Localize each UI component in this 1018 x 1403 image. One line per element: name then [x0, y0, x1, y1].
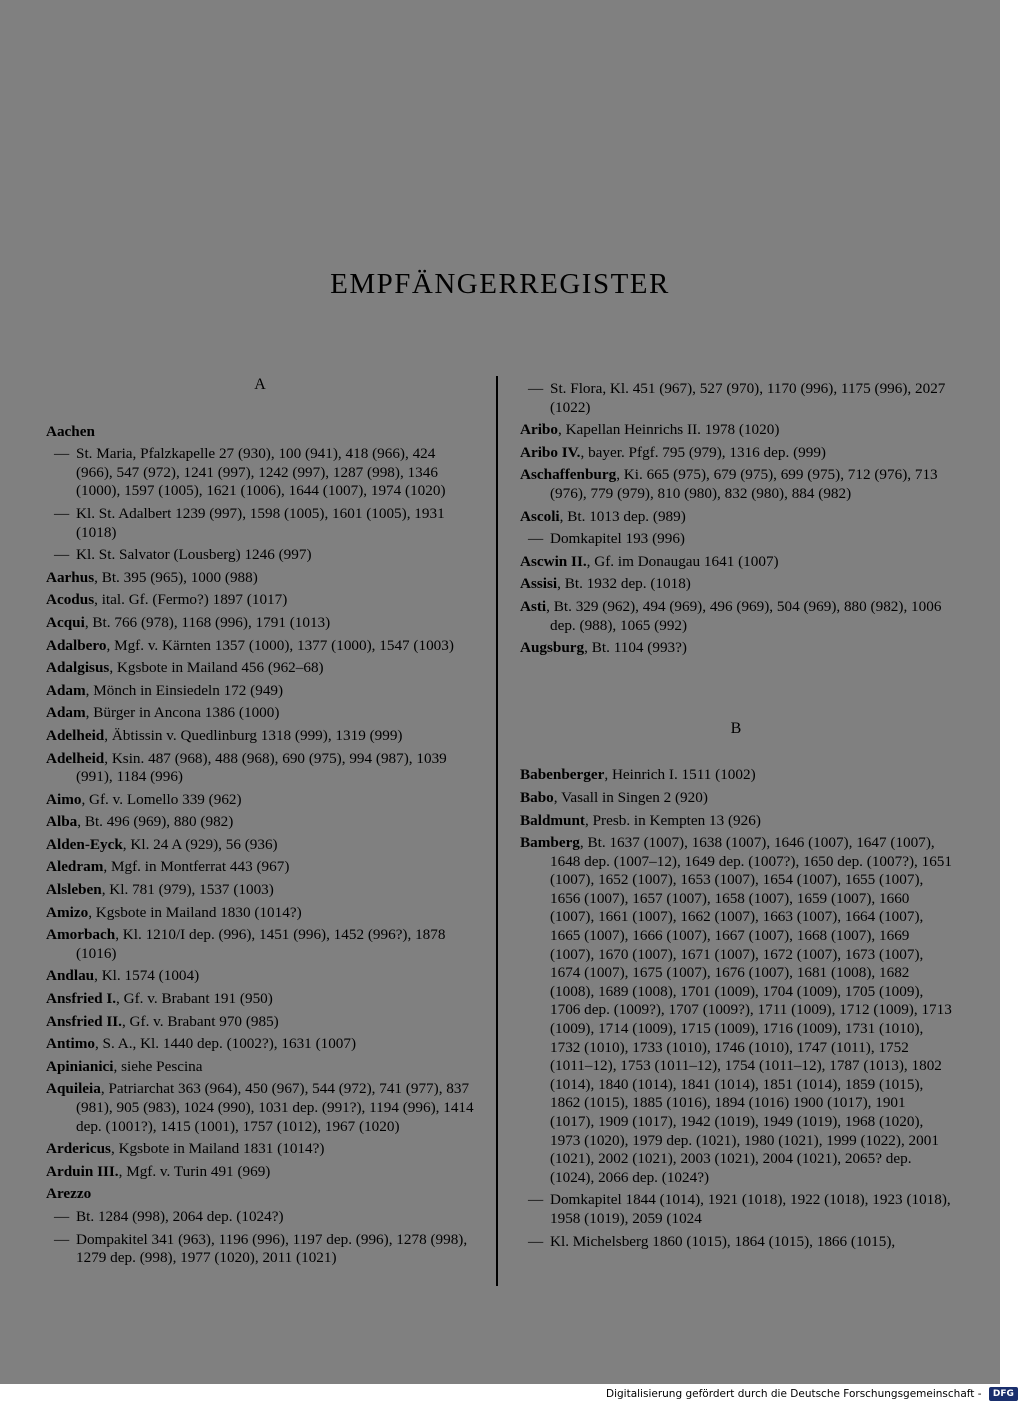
index-entry — [520, 834, 952, 1187]
entry-name: Andlau — [46, 967, 95, 985]
entry-name: Aquileia — [46, 1080, 101, 1098]
subentry-dash: — — [54, 504, 70, 522]
entry-text: Kl. St. Adalbert 1239 (997), 1598 (1005), 1601 (1005), 1931 (1018) — [76, 504, 445, 541]
entry-name: Arduin III. — [46, 1162, 119, 1180]
index-entry — [520, 444, 952, 463]
section-gap — [520, 662, 952, 720]
entry-text: , Bt. 1637 (1007), 1638 (1007), 1646 (1007), 1647 (1007), 1648 dep. (1007–12), 1649 dep. (1007?), 1650 dep. (1007?), 1651 (1007), 1652 (1007), 1653 (1007), 1654 (1007), 1655 (1007), 1656 (1007), 1657 (1007), 1658 (1007), 1659 (1007), 1660 (1007), 1661 (1007), 1662 (1007), 1663 (1007), 1664 (1007), 1665 (1007), 1666 (1007), 1667 (1007), 1668 (1007), 1669 (1007), 1670 (1007), 1671 (1007), 1672 (1007), 1673 (1007), 1674 (1007), 1675 (1007), 1676 (1007), 1681 (1008), 1682 (1008), 1689 (1008), 1701 (1009), 1704 (1009), 1705 (1009), 1706 dep. (1009?), 1707 (1009?), 1711 (1009), 1712 (1009), 1713 (1009), 1714 (1009), 1715 (1009), 1716 (1009), 1731 (1010), 1732 (1010), 1733 (1010), 1746 (1010), 1747 (1011), 1752 (1011–12), 1753 (1011–12), 1754 (1011–12), 1787 (1013), 1802 (1014), 1840 (1014), 1841 (1014), 1851 (1014), 1859 (1015), 1862 (1015), 1885 (1016), 1894 (1016) 1900 (1017), 1901 (1017), 1909 (1017), 1942 (1019), 1949 (1019), 1968 (1020), 1973 (1020), 1979 dep. (1021), 1980 (1021), 1999 (1022), 2001 (1021), 2002 (1021), 2003 (1021), 2004 (1021), 2065? dep. (1024), 2066 dep. (1024?) — [550, 834, 952, 1186]
entry-text: , Ki. 665 (975), 679 (975), 699 (975), 712 (976), 713 (976), 779 (979), 810 (980), 832 (980), 884 (982) — [550, 466, 938, 502]
entry-text: Dompakitel 341 (963), 1196 (996), 1197 dep. (996), 1278 (998), 1279 dep. (998), 1977 (1020), 2011 (1021) — [76, 1230, 468, 1267]
entry-text: , Heinrich I. 1511 (1002) — [604, 766, 756, 784]
entry-text: , Kgsbote in Mailand 1831 (1014?) — [110, 1140, 325, 1158]
entry-name: Ansfried II. — [46, 1012, 122, 1030]
entry-name: Acodus — [46, 591, 95, 609]
entry-name: Ardericus — [46, 1140, 111, 1158]
entry-text: Domkapitel 1844 (1014), 1921 (1018), 1922 (1018), 1923 (1018), 1958 (1019), 2059 (1024 — [550, 1191, 951, 1227]
entry-text: , Patriarchat 363 (964), 450 (967), 544 (972), 741 (977), 837 (981), 905 (983), 1024 (990), 1031 dep. (991?), 1194 (996), 1414 dep. (1001?), 1415 (1001), 1757 (1012), 1967 (1020) — [76, 1080, 474, 1135]
entry-text: , Kgsbote in Mailand 456 (962–68) — [109, 659, 324, 677]
entry-text: , Gf. v. Brabant 970 (985) — [121, 1012, 279, 1030]
dfg-logo: DFG — [989, 1387, 1018, 1401]
entry-text: Kl. St. Salvator (Lousberg) 1246 (997) — [76, 546, 312, 564]
entry-name: Antimo — [46, 1035, 95, 1053]
entry-name: Aachen — [46, 422, 95, 440]
entry-text: , Kl. 1574 (1004) — [94, 967, 200, 985]
entry-text: , Vasall in Singen 2 (920) — [553, 788, 708, 806]
entry-text: , Gf. v. Lomello 339 (962) — [81, 790, 242, 808]
index-entry — [46, 967, 474, 986]
index-entry — [46, 1163, 474, 1182]
entry-name: Babenberger — [520, 766, 605, 784]
subentry-dash: — — [54, 445, 70, 463]
index-entry — [46, 926, 474, 963]
entry-name: Adalbero — [46, 636, 107, 654]
index-subentry — [46, 1231, 474, 1268]
index-entry — [46, 727, 474, 746]
entry-name: Aschaffenburg — [520, 466, 617, 484]
entry-text: , Kl. 781 (979), 1537 (1003) — [101, 881, 274, 899]
entry-text: , Bürger in Ancona 1386 (1000) — [85, 704, 280, 722]
index-entry — [46, 591, 474, 610]
index-entry — [46, 704, 474, 723]
footer-text: Digitalisierung gefördert durch die Deutsche Forschungsgemeinschaft - — [606, 1388, 982, 1400]
entry-name: Assisi — [520, 575, 558, 593]
entry-name: Aribo IV. — [520, 443, 581, 461]
entry-name: Baldmunt — [520, 811, 585, 829]
left-column — [46, 376, 474, 1272]
index-entry — [46, 881, 474, 900]
entry-name: Alsleben — [46, 881, 102, 899]
entry-text: , Bt. 1013 dep. (989) — [559, 507, 686, 525]
entry-name: Ansfried I. — [46, 990, 117, 1008]
entry-name: Ascwin II. — [520, 552, 587, 570]
index-entry — [46, 682, 474, 701]
entry-text: St. Maria, Pfalzkapelle 27 (930), 100 (941), 418 (966), 424 (966), 547 (972), 1241 (997), 1242 (997), 1287 (998), 1346 (1000), 1597 (1005), 1621 (1006), 1644 (1007), 1974 (1020) — [76, 445, 446, 500]
index-entry — [46, 659, 474, 678]
column-divider — [496, 376, 498, 1286]
index-entry — [46, 1035, 474, 1054]
entry-text: , Bt. 1104 (993?) — [584, 639, 687, 657]
entry-text: Bt. 1284 (998), 2064 dep. (1024?) — [76, 1207, 284, 1225]
index-entry — [46, 1013, 474, 1032]
entry-text: , Gf. im Donaugau 1641 (1007) — [586, 552, 779, 570]
entry-text: , bayer. Pfgf. 795 (979), 1316 dep. (999) — [580, 443, 826, 461]
entry-text: , Mgf. in Montferrat 443 (967) — [103, 858, 290, 876]
index-entry — [520, 421, 952, 440]
index-entry — [520, 508, 952, 527]
entry-name: Bamberg — [520, 834, 580, 852]
entry-text: , Äbtissin v. Quedlinburg 1318 (999), 1319 (999) — [104, 726, 403, 744]
entry-text: Kl. Michelsberg 1860 (1015), 1864 (1015), 1866 (1015), — [550, 1232, 896, 1250]
entry-name: Adalgisus — [46, 659, 110, 677]
right-entries-a — [520, 380, 952, 658]
subentry-dash: — — [54, 546, 70, 564]
index-subentry — [520, 380, 952, 417]
index-entry — [520, 789, 952, 808]
entry-text: , Bt. 1932 dep. (1018) — [557, 575, 691, 593]
entry-text: , Kgsbote in Mailand 1830 (1014?) — [88, 903, 302, 921]
entry-name: Ascoli — [520, 507, 560, 525]
index-subentry — [46, 1208, 474, 1227]
entry-name: Adelheid — [46, 726, 105, 744]
entry-text: , Bt. 496 (969), 880 (982) — [77, 813, 234, 831]
index-subentry — [46, 546, 474, 565]
subentry-dash: — — [54, 1207, 70, 1225]
entry-text: , Bt. 395 (965), 1000 (988) — [94, 568, 258, 586]
index-entry — [46, 1080, 474, 1136]
index-entry — [46, 813, 474, 832]
entry-name: Amizo — [46, 903, 89, 921]
index-entry — [46, 569, 474, 588]
entry-name: Aribo — [520, 421, 558, 439]
index-entry — [520, 598, 952, 635]
subentry-dash: — — [528, 1191, 544, 1209]
right-entries-b — [520, 766, 952, 1251]
entry-name: Augsburg — [520, 639, 585, 657]
entry-name: Babo — [520, 788, 554, 806]
index-entry — [46, 990, 474, 1009]
section-letter-b: B — [730, 719, 742, 737]
entry-text: , Kl. 24 A (929), 56 (936) — [122, 835, 278, 853]
index-subentry — [46, 445, 474, 501]
index-entry — [46, 1185, 474, 1204]
subentry-dash: — — [528, 530, 544, 548]
left-entries — [46, 423, 474, 1268]
entry-name: Aarhus — [46, 568, 95, 586]
entry-name: Alden-Eyck — [46, 835, 123, 853]
page-title: EMPFÄNGERREGISTER — [330, 268, 670, 300]
index-entry — [46, 858, 474, 877]
entry-text: , Presb. in Kempten 13 (926) — [585, 811, 761, 829]
entry-name: Acqui — [46, 613, 85, 631]
index-entry — [520, 466, 952, 503]
index-subentry — [520, 1233, 952, 1252]
entry-name: Asti — [520, 597, 547, 615]
entry-name: Aledram — [46, 858, 104, 876]
entry-text: Domkapitel 193 (996) — [550, 530, 685, 548]
entry-name: Apinianici — [46, 1057, 114, 1075]
section-letter-a: A — [254, 376, 266, 393]
index-entry — [46, 637, 474, 656]
entry-text: , Bt. 329 (962), 494 (969), 496 (969), 504 (969), 880 (982), 1006 dep. (988), 1065 (992) — [546, 597, 942, 634]
entry-text: , Ksin. 487 (968), 488 (968), 690 (975), 994 (987), 1039 (991), 1184 (996) — [76, 749, 447, 786]
subentry-dash: — — [54, 1230, 70, 1248]
entry-name: Adam — [46, 681, 86, 699]
index-subentry — [520, 530, 952, 549]
index-subentry — [520, 1191, 952, 1228]
entry-name: Adam — [46, 704, 86, 722]
index-entry — [46, 791, 474, 810]
index-entry — [46, 1058, 474, 1077]
entry-text: , S. A., Kl. 1440 dep. (1002?), 1631 (1007) — [94, 1035, 357, 1053]
entry-text: , Mgf. v. Turin 491 (969) — [118, 1162, 271, 1180]
index-entry — [520, 575, 952, 594]
index-entry — [46, 614, 474, 633]
entry-name: Aimo — [46, 790, 82, 808]
digitization-footer — [606, 1385, 1018, 1403]
entry-text: St. Flora, Kl. 451 (967), 527 (970), 1170 (996), 1175 (996), 2027 (1022) — [550, 380, 946, 416]
right-column — [520, 380, 952, 1255]
entry-text: , Mgf. v. Kärnten 1357 (1000), 1377 (1000), 1547 (1003) — [106, 636, 454, 654]
index-entry — [520, 639, 952, 658]
entry-text: , Gf. v. Brabant 191 (950) — [116, 990, 273, 1008]
index-subentry — [46, 505, 474, 542]
entry-name: Amorbach — [46, 926, 116, 944]
index-entry — [46, 836, 474, 855]
index-entry — [46, 1140, 474, 1159]
entry-text: , ital. Gf. (Fermo?) 1897 (1017) — [94, 591, 288, 609]
entry-text: , Bt. 766 (978), 1168 (996), 1791 (1013) — [84, 613, 331, 631]
entry-name: Alba — [46, 813, 78, 831]
entry-name: Arezzo — [46, 1185, 92, 1203]
subentry-dash: — — [528, 1232, 544, 1250]
entry-name: Adelheid — [46, 749, 105, 767]
index-entry — [520, 553, 952, 572]
subentry-dash: — — [528, 380, 544, 397]
entry-text: , Kl. 1210/I dep. (996), 1451 (996), 1452 (996?), 1878 (1016) — [76, 926, 446, 962]
entry-text: , siehe Pescina — [113, 1057, 203, 1075]
index-entry — [520, 766, 952, 785]
index-entry — [46, 904, 474, 923]
index-entry — [520, 812, 952, 831]
index-entry — [46, 423, 474, 442]
index-entry — [46, 750, 474, 787]
entry-text: , Mönch in Einsiedeln 172 (949) — [85, 681, 284, 699]
entry-text: , Kapellan Heinrichs II. 1978 (1020) — [557, 421, 780, 439]
